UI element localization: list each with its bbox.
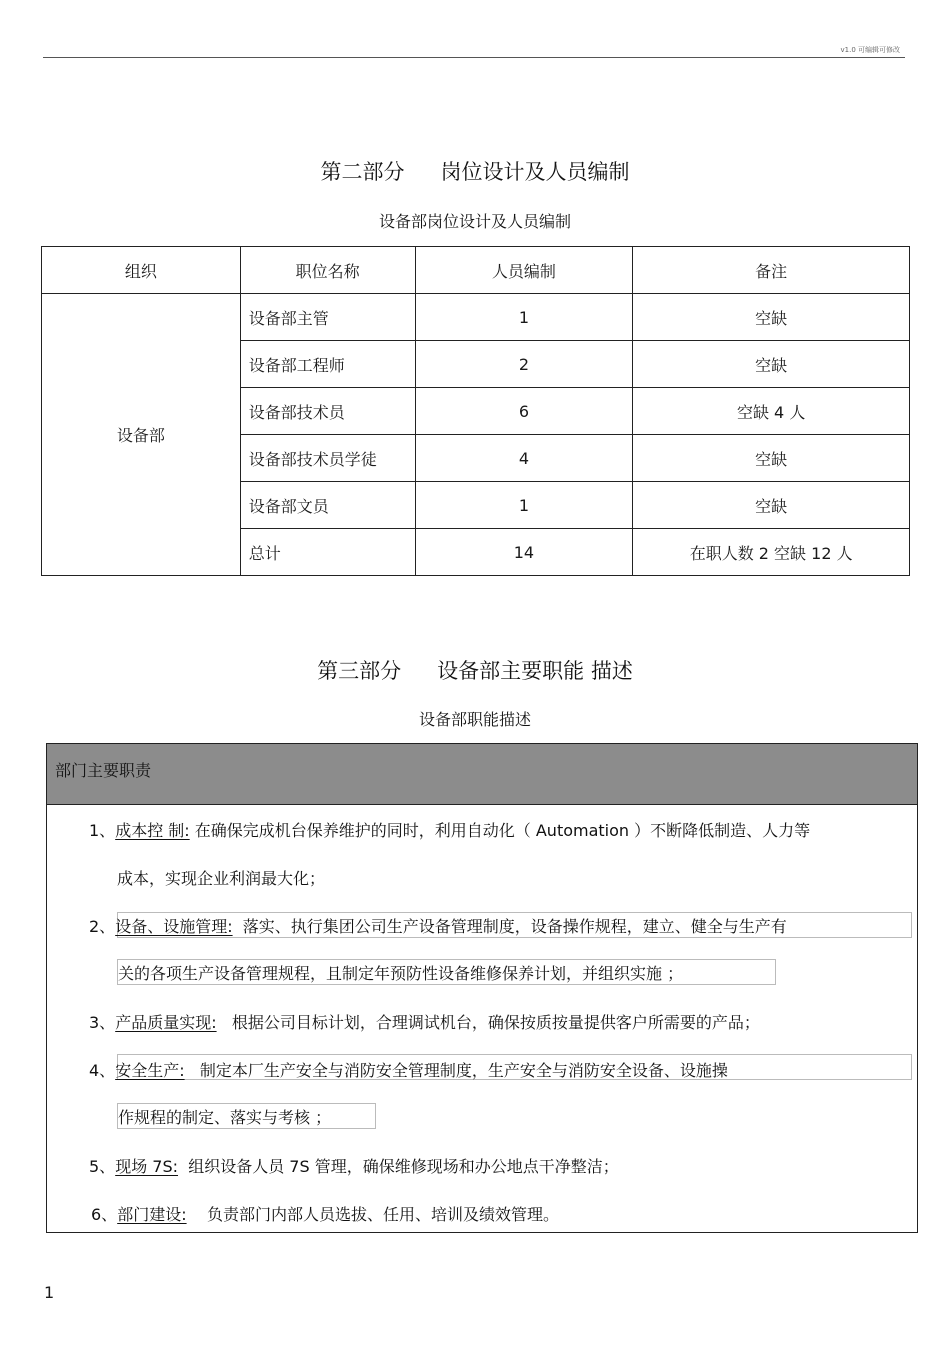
duty-num: 3、	[89, 1013, 116, 1032]
duty-item-6	[91, 1202, 559, 1225]
section3-title: 设备部主要职能 描述	[437, 659, 633, 683]
duty-label: 设备、设施管理:	[115, 917, 233, 936]
col-header-count: 人员编制	[415, 247, 633, 294]
section2-title: 岗位设计及人员编制	[440, 160, 630, 184]
col-header-position: 职位名称	[240, 247, 415, 294]
col-header-org: 组织	[42, 247, 241, 294]
org-cell: 设备部	[42, 294, 241, 576]
duty-label: 成本控 制:	[115, 821, 190, 840]
section2-heading	[0, 156, 950, 186]
note-cell: 空缺	[633, 294, 910, 341]
duty-label: 现场 7S:	[115, 1157, 179, 1176]
header-divider	[43, 57, 905, 58]
duty-text: 在确保完成机台保养维护的同时，利用自动化（ Automation ）不断降低制造、人力等	[194, 821, 811, 840]
duty-label: 产品质量实现:	[115, 1013, 217, 1032]
duty-item-1-cont: 成本，实现企业利润最大化；	[117, 869, 326, 888]
duty-label: 安全生产:	[115, 1061, 185, 1080]
note-cell: 空缺	[633, 435, 910, 482]
duty-num: 1、	[89, 821, 116, 840]
count-cell: 1	[415, 294, 633, 341]
duty-label: 部门建设:	[117, 1205, 187, 1224]
section3-subtitle: 设备部职能描述	[418, 710, 531, 729]
duty-num: 4、	[89, 1061, 116, 1080]
count-cell: 4	[415, 435, 633, 482]
count-cell: 6	[415, 388, 633, 435]
count-cell: 2	[415, 341, 633, 388]
duty-text: 组织设备人员 7S 管理，确保维修现场和办公地点干净整洁；	[188, 1157, 619, 1176]
position-cell: 设备部技术员学徒	[240, 435, 415, 482]
section3-part: 第三部分	[317, 659, 402, 683]
duties-header: 部门主要职责	[47, 744, 917, 805]
duty-num: 6、	[91, 1205, 118, 1224]
position-cell: 设备部工程师	[240, 341, 415, 388]
col-header-note: 备注	[633, 247, 910, 294]
position-cell: 总计	[240, 529, 415, 576]
duty-item-2	[89, 914, 787, 937]
duty-text: 落实、执行集团公司生产设备管理制度，设备操作规程，建立、健全与生产有	[242, 917, 787, 936]
header-version-note: v1.0 可编辑可修改	[840, 46, 900, 54]
section3-heading	[0, 655, 950, 685]
position-cell: 设备部文员	[240, 482, 415, 529]
table-row	[42, 294, 910, 341]
duty-item-3	[89, 1010, 760, 1033]
count-cell: 1	[415, 482, 633, 529]
note-cell: 在职人数 2 空缺 12 人	[633, 529, 910, 576]
duty-text: 负责部门内部人员选拔、任用、培训及绩效管理。	[206, 1205, 559, 1224]
position-cell: 设备部主管	[240, 294, 415, 341]
table-header-row	[42, 247, 910, 294]
duty-num: 5、	[89, 1157, 116, 1176]
note-cell: 空缺 4 人	[633, 388, 910, 435]
duty-num: 2、	[89, 917, 116, 936]
note-cell: 空缺	[633, 341, 910, 388]
duty-item-2-cont: 关的各项生产设备管理规程，且制定年预防性设备维修保养计划，并组织实施 ；	[118, 964, 684, 983]
note-cell: 空缺	[633, 482, 910, 529]
duty-item-4	[89, 1058, 728, 1081]
page-number: 1	[44, 1283, 55, 1302]
section2-subtitle: 设备部岗位设计及人员编制	[378, 212, 571, 231]
duty-text: 根据公司目标计划，合理调试机台，确保按质按量提供客户所需要的产品；	[231, 1013, 760, 1032]
section2-part: 第二部分	[320, 160, 405, 184]
duty-item-5	[89, 1154, 619, 1177]
position-cell: 设备部技术员	[240, 388, 415, 435]
count-cell: 14	[415, 529, 633, 576]
duty-item-1	[89, 818, 810, 841]
staff-table	[41, 246, 910, 576]
duty-item-4-cont: 作规程的制定、落实与考核 ；	[118, 1108, 332, 1127]
duty-text: 制定本厂生产安全与消防安全管理制度，生产安全与消防安全设备、设施操	[199, 1061, 728, 1080]
